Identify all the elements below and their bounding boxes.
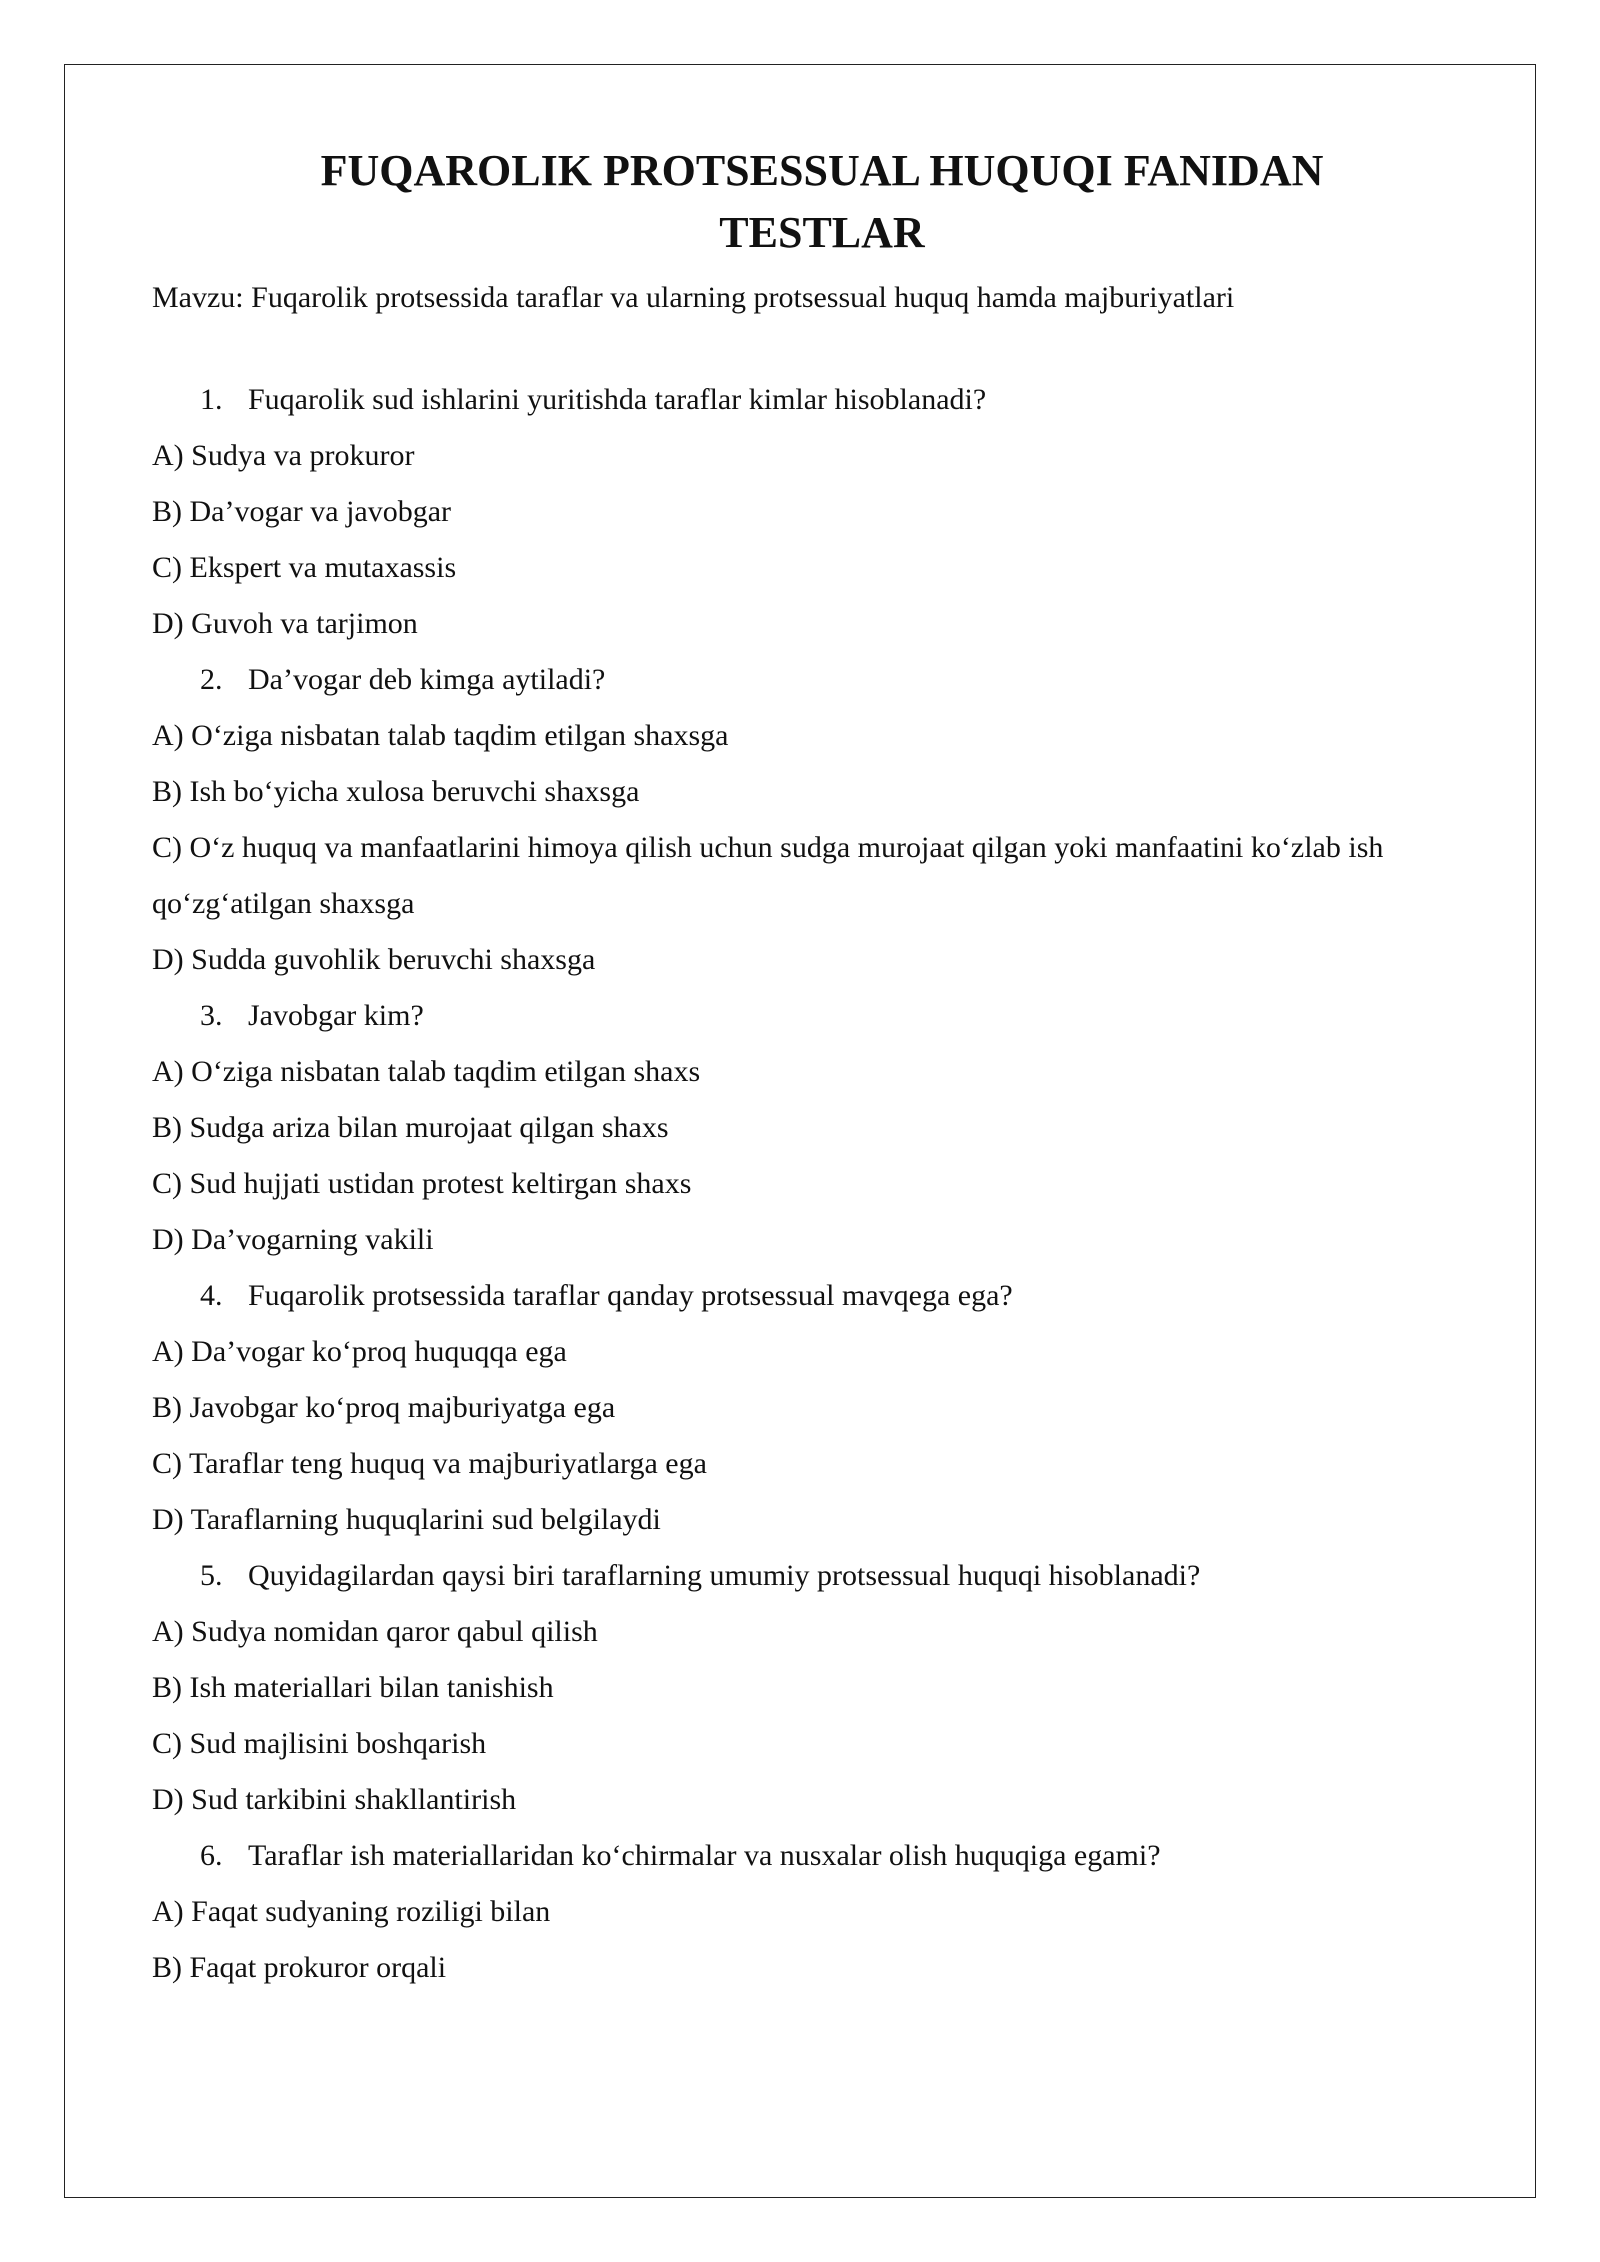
question-block bbox=[152, 1828, 1492, 1996]
answer-option: B) Ish materiallari bilan tanishish bbox=[152, 1671, 554, 1704]
question-number: 6. bbox=[200, 1839, 223, 1872]
answer-option: D) Sudda guvohlik beruvchi shaxsga bbox=[152, 943, 596, 976]
question-number: 2. bbox=[200, 663, 223, 696]
question-text bbox=[152, 652, 1492, 708]
answer-option: D) Guvoh va tarjimon bbox=[152, 607, 418, 640]
question-text bbox=[152, 1268, 1492, 1324]
document-body bbox=[152, 140, 1492, 1996]
question-number: 5. bbox=[200, 1559, 223, 1592]
answer-option: C) Sud hujjati ustidan protest keltirgan shaxs bbox=[152, 1167, 692, 1200]
question-label: Fuqarolik sud ishlarini yuritishda taraflar kimlar hisoblanadi? bbox=[248, 383, 987, 416]
question-block bbox=[152, 372, 1492, 652]
title-line-2: TESTLAR bbox=[719, 208, 925, 257]
question-label: Taraflar ish materiallaridan ko‘chirmalar va nusxalar olish huquqiga egami? bbox=[248, 1839, 1161, 1872]
answer-option: A) O‘ziga nisbatan talab taqdim etilgan shaxsga bbox=[152, 719, 729, 752]
question-number: 4. bbox=[200, 1279, 223, 1312]
answer-option: D) Da’vogarning vakili bbox=[152, 1223, 434, 1256]
answer-option: D) Sud tarkibini shakllantirish bbox=[152, 1783, 517, 1816]
answer-option: A) O‘ziga nisbatan talab taqdim etilgan shaxs bbox=[152, 1055, 701, 1088]
topic-line: Mavzu: Fuqarolik protsessida taraflar va ularning protsessual huquq hamda majburiyatlari bbox=[152, 281, 1235, 314]
answer-option: A) Faqat sudyaning roziligi bilan bbox=[152, 1895, 551, 1928]
question-text bbox=[152, 372, 1492, 428]
answer-option: B) Da’vogar va javobgar bbox=[152, 495, 452, 528]
answer-option: B) Faqat prokuror orqali bbox=[152, 1951, 447, 1984]
question-block bbox=[152, 652, 1492, 988]
title-line-1: FUQAROLIK PROTSESSUAL HUQUQI FANIDAN bbox=[320, 146, 1324, 195]
document-title bbox=[152, 140, 1492, 264]
question-label: Fuqarolik protsessida taraflar qanday protsessual mavqega ega? bbox=[248, 1279, 1013, 1312]
answer-option: B) Ish bo‘yicha xulosa beruvchi shaxsga bbox=[152, 775, 640, 808]
question-number: 1. bbox=[200, 383, 223, 416]
answer-option: B) Sudga ariza bilan murojaat qilgan shaxs bbox=[152, 1111, 669, 1144]
question-block bbox=[152, 988, 1492, 1268]
question-block bbox=[152, 1268, 1492, 1548]
question-text bbox=[152, 1828, 1492, 1884]
question-number: 3. bbox=[200, 999, 223, 1032]
answer-option: C) Taraflar teng huquq va majburiyatlarga ega bbox=[152, 1447, 707, 1480]
question-text bbox=[152, 988, 1492, 1044]
answer-option: D) Taraflarning huquqlarini sud belgilaydi bbox=[152, 1503, 661, 1536]
answer-option: B) Javobgar ko‘proq majburiyatga ega bbox=[152, 1391, 616, 1424]
answer-option: C) Sud majlisini boshqarish bbox=[152, 1727, 487, 1760]
answer-option: C) Ekspert va mutaxassis bbox=[152, 551, 457, 584]
answer-option: A) Sudya nomidan qaror qabul qilish bbox=[152, 1615, 598, 1648]
answer-option: A) Da’vogar ko‘proq huquqqa ega bbox=[152, 1335, 567, 1368]
question-label: Javobgar kim? bbox=[248, 999, 424, 1032]
question-label: Da’vogar deb kimga aytiladi? bbox=[248, 663, 606, 696]
answer-option: C) O‘z huquq va manfaatlarini himoya qilish uchun sudga murojaat qilgan yoki manfaatini ko‘zlab ish qo‘zg‘atilgan shaxsga bbox=[152, 831, 1384, 920]
question-text bbox=[152, 1548, 1492, 1604]
question-label: Quyidagilardan qaysi biri taraflarning umumiy protsessual huquqi hisoblanadi? bbox=[248, 1559, 1201, 1592]
answer-option: A) Sudya va prokuror bbox=[152, 439, 415, 472]
question-block bbox=[152, 1548, 1492, 1828]
